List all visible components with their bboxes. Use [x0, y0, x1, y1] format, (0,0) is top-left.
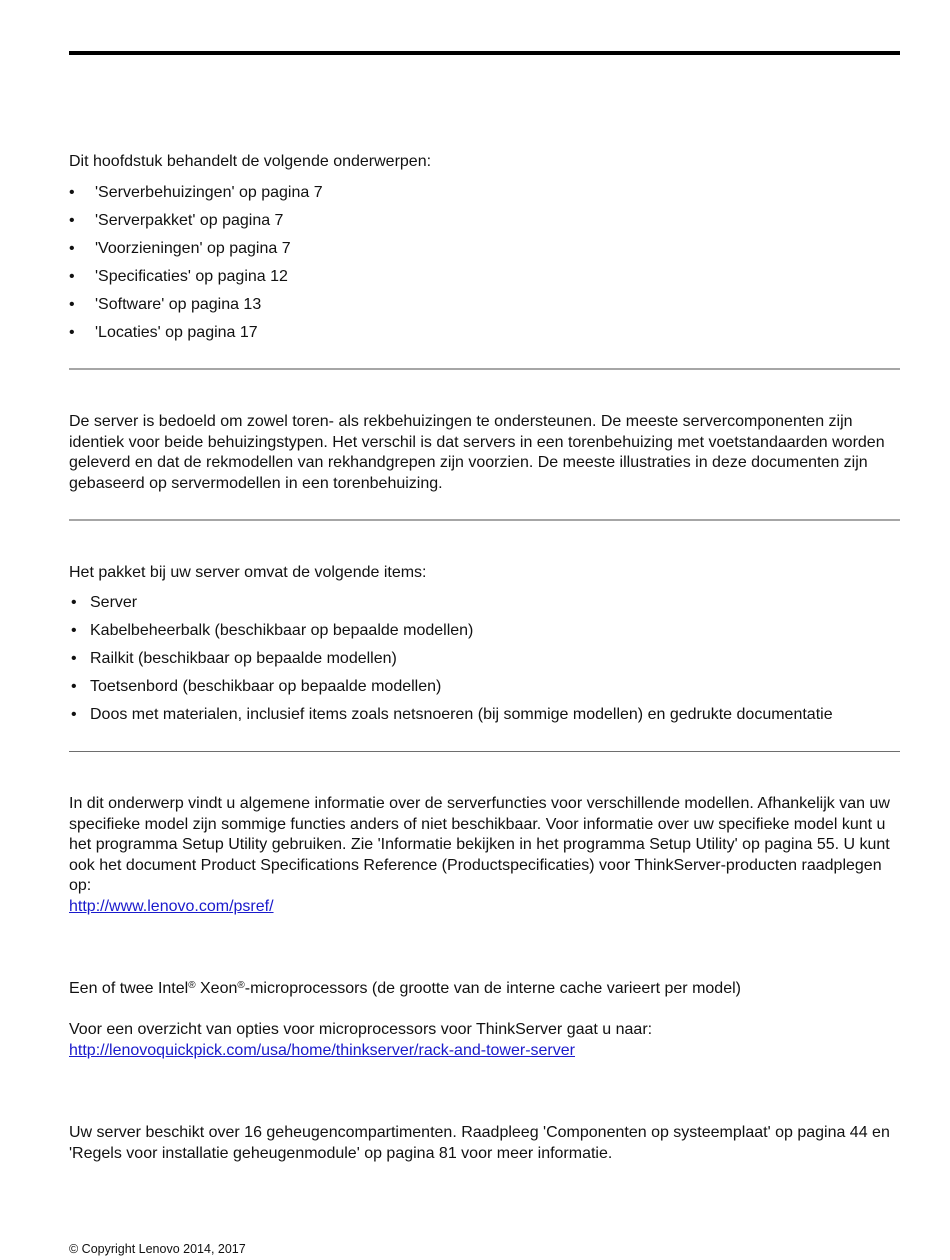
registered-mark: ® [188, 980, 196, 991]
microprocessor-overview: Voor een overzicht van opties voor microprocessors voor ThinkServer gaat u naar: [69, 1021, 653, 1038]
copyright-footer: © Copyright Lenovo 2014, 2017 [69, 1242, 246, 1256]
pakket-lead: Het pakket bij uw server omvat de volgende items: [69, 564, 427, 581]
topic-item[interactable]: • 'Serverbehuizingen' op pagina 7 [69, 183, 900, 211]
chapter-top-rule [69, 51, 900, 55]
section-divider [69, 368, 900, 370]
topic-item[interactable]: • 'Software' op pagina 13 [69, 295, 900, 323]
voorzieningen-paragraph: In dit onderwerp vindt u algemene informatie over de serverfuncties voor verschillende modellen. Afhankelijk van uw specifieke model zijn sommige functies anders of niet beschikbaar. Voor informatie over uw specifieke model kunt u het programma Setup Utility gebruiken. Zie 'Informatie bekijken in het programma Setup Utility' op pagina 55. U kunt ook het document Product Specifications Reference (Productspecificaties) voor ThinkServer-producten raadplegen op: [69, 795, 890, 894]
pakket-list [69, 593, 900, 733]
intro-lead: Dit hoofdstuk behandelt de volgende onderwerpen: [69, 153, 432, 170]
psref-link[interactable]: http://www.lenovo.com/psref/ [69, 897, 274, 915]
behuizingen-paragraph: De server is bedoeld om zowel toren- als rekbehuizingen te ondersteunen. De meeste servercomponenten zijn identiek voor beide behuizingstypen. Het verschil is dat servers in een torenbehuizing met voetstandaarden worden geleverd en dat de rekmodellen van rekhandgrepen zijn voorzien. De meeste illustraties in deze documenten zijn gebaseerd op servermodellen in een torenbehuizing. [69, 413, 885, 492]
pakket-item: • Toetsenbord (beschikbaar op bepaalde modellen) [69, 677, 900, 705]
pakket-item: • Server [69, 593, 900, 621]
topic-item[interactable]: • 'Specificaties' op pagina 12 [69, 267, 900, 295]
quickpick-link[interactable]: http://lenovoquickpick.com/usa/home/thinkserver/rack-and-tower-server [69, 1041, 575, 1059]
topic-item[interactable]: • 'Serverpakket' op pagina 7 [69, 211, 900, 239]
topic-item[interactable]: • 'Locaties' op pagina 17 [69, 323, 900, 351]
registered-mark: ® [237, 980, 245, 991]
section-divider [69, 751, 900, 752]
section-divider [69, 519, 900, 521]
microprocessor-paragraph: Een of twee Intel® Xeon®-microprocessors (de grootte van de interne cache varieert per model) [69, 980, 741, 997]
microprocessor-options [69, 1020, 900, 1061]
topic-item[interactable]: • 'Voorzieningen' op pagina 7 [69, 239, 900, 267]
geheugen-paragraph: Uw server beschikt over 16 geheugencompartimenten. Raadpleeg 'Componenten op systeemplaat' op pagina 44 en 'Regels voor installatie geheugenmodule' op pagina 81 voor meer informatie. [69, 1124, 890, 1162]
pakket-item: • Doos met materialen, inclusief items zoals netsnoeren (bij sommige modellen) en gedrukte documentatie [69, 705, 900, 733]
voorzieningen-block [69, 794, 900, 917]
pakket-item: • Kabelbeheerbalk (beschikbaar op bepaalde modellen) [69, 621, 900, 649]
pakket-item: • Railkit (beschikbaar op bepaalde modellen) [69, 649, 900, 677]
topic-list [69, 183, 900, 351]
